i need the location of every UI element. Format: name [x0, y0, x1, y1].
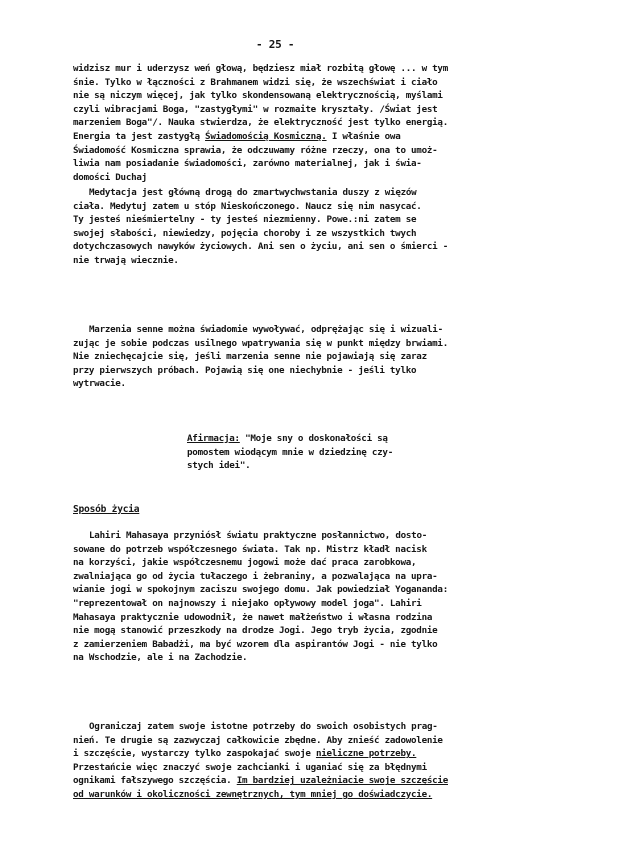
text-line: Ograniczaj zatem swoje istotne potrzeby do swoich osobistych prag-	[89, 721, 438, 732]
text-line: zwalniająca go od życia tułaczego i żebraniny, a pozwalająca na upra-	[73, 570, 438, 582]
text-line: od warunków i okoliczności zewnętrznych, tym mniej go doświadczycie.	[73, 788, 433, 800]
text-line: zując je sobie podczas usilnego wpatrywania się w punkt między brwiami.	[73, 337, 448, 349]
text-line: przy pierwszych próbach. Pojawią się one niechybnie - jeśli tylko	[73, 364, 417, 376]
text-run: Energia ta jest zastygłą	[73, 130, 206, 142]
text-line: stych idei".	[187, 460, 251, 472]
section-heading: Sposób życia	[73, 504, 140, 515]
text-line: nie trwają wiecznie.	[73, 254, 179, 266]
text-line: nie mogą stanowić przeszkody na drodze Jogi. Jego tryb życia, zgodnie	[73, 625, 438, 637]
underlined-phrase: Im bardziej uzależniacie swoje szczęście	[236, 775, 448, 787]
text-line	[73, 130, 593, 144]
paragraph-3	[73, 323, 593, 391]
paragraph-4	[73, 529, 593, 665]
text-line: domości Duchaj	[73, 171, 147, 183]
text-line: marzeniem Boga"/. Nauka stwierdza, że elektryczność jest tylko energią.	[73, 117, 448, 129]
text-line: na korzyści, jakie współczesnemu jogowi może dać praca zarobkowa,	[73, 557, 417, 569]
paragraph-2	[73, 186, 593, 268]
text-line	[187, 432, 517, 446]
text-line: Lahiri Mahasaya przyniósł światu praktyczne posłannictwo, dosto-	[89, 530, 428, 541]
text-line	[73, 774, 593, 788]
text-line: Ty jesteś nieśmiertelny - ty jesteś niezmienny. Powe.:ni zatem se	[73, 214, 417, 226]
text-run: I właśnie owa	[326, 130, 401, 142]
text-line: Medytacja jest główną drogą do zmartwychwstania duszy z więzów	[89, 187, 417, 198]
text-line: liwia nam posiadanie świadomości, zarówno materialnej, jak i świa-	[73, 158, 422, 170]
text-line: "reprezentował on najnowszy i niejako opływowy model joga". Lahiri	[73, 597, 422, 609]
text-line	[73, 747, 593, 761]
text-line: Nie zniechęcajcie się, jeśli marzenia senne nie pojawiają się zaraz	[73, 351, 427, 363]
text-line: wianie jogi w spokojnym zaciszu swojego domu. Jak powiedział Yogananda:	[73, 584, 448, 596]
text-line: z zamierzeniem Babadżi, ma być wzorem dla aspirantów Jogi - nie tylko	[73, 638, 438, 650]
text-run: "Moje sny o doskonałości są	[239, 433, 388, 444]
text-run: ognikami fałszywego szczęścia.	[73, 775, 237, 787]
text-line: Marzenia senne można świadomie wywoływać, odprężając się i wizuali-	[89, 324, 443, 335]
text-line: dotychczasowych nawyków życiowych. Ani sen o życiu, ani sen o śmierci -	[73, 241, 448, 253]
text-line: Świadomość Kosmiczna sprawia, że odczuwamy różne rzeczy, ona to umoż-	[73, 144, 438, 156]
underlined-phrase: Świadomością Kosmiczną.	[205, 130, 327, 142]
text-run: i szczęście, wystarczy tylko zaspokajać swoje	[73, 748, 316, 760]
underlined-phrase: nieliczne potrzeby.	[315, 748, 417, 760]
text-line: swojej słabości, niewiedzy, pojęcia choroby i ze wszystkich twych	[73, 227, 417, 239]
affirmation-label: Afirmacja:	[187, 433, 240, 444]
text-line: wytrwacie.	[73, 378, 126, 390]
text-line: sowane do potrzeb współczesnego świata. Tak np. Mistrz kładł nacisk	[73, 543, 427, 555]
paragraph-5	[73, 720, 593, 802]
text-line: na Wschodzie, ale i na Zachodzie.	[73, 652, 248, 664]
text-line: widzisz mur i uderzysz weń głową, będziesz miał rozbitą głowę ... w tym	[73, 63, 448, 74]
text-line: pomostem wiodącym mnie w dziedzinę czy-	[187, 446, 393, 458]
text-line: Przestańcie więc znaczyć swoje zachcianki i uganiać się za błędnymi	[73, 761, 427, 773]
text-line: śnie. Tylko w łączności z Brahmanem widzi się, że wszechświat i ciało	[73, 76, 438, 88]
page-number: - 25 -	[256, 38, 295, 51]
text-line: czyli wibracjami Boga, "zastygłymi" w rozmaite kryształy. /Świat jest	[73, 103, 438, 115]
text-line: ciała. Medytuj zatem u stóp Nieskończonego. Naucz się nim nasycać.	[73, 200, 422, 212]
text-line: nień. Te drugie są zazwyczaj całkowicie zbędne. Aby znieść zadowolenie	[73, 734, 443, 746]
paragraph-1	[73, 62, 593, 184]
text-line: nie są niczym więcej, jak tylko skondensowaną elektrycznością, myślami	[73, 90, 443, 102]
affirmation	[187, 432, 517, 473]
text-line: Mahasaya praktycznie udowodnił, że nawet małżeństwo i własna rodzina	[73, 611, 433, 623]
